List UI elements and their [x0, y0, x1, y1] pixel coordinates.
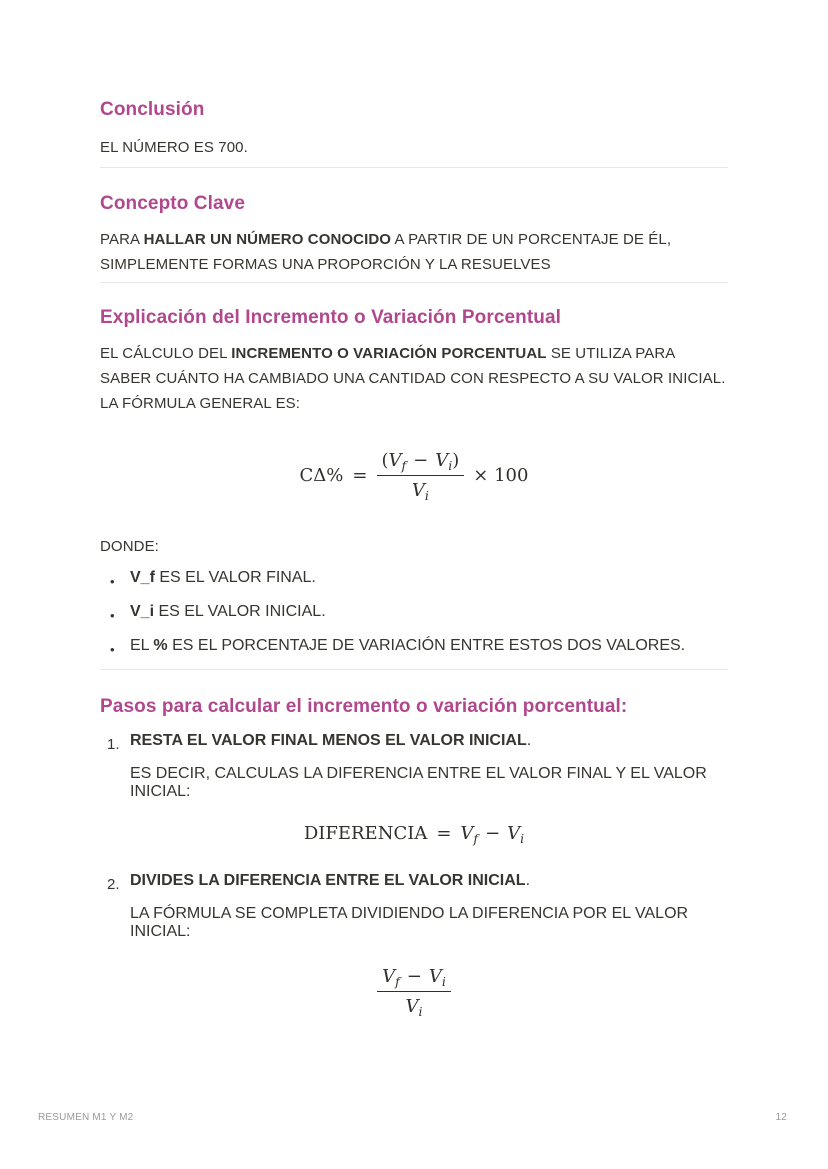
- fraction-numerator: [377, 966, 451, 992]
- fraction-numerator: [377, 450, 465, 476]
- var-vi: V: [428, 966, 442, 987]
- open-paren: (: [381, 450, 389, 471]
- conclusion-statement: EL NÚMERO ES 700.: [100, 139, 248, 156]
- bullet-rest: ES EL VALOR FINAL.: [154, 569, 316, 586]
- step-desc-row: [100, 765, 728, 801]
- minus-sign: −: [485, 823, 501, 844]
- definitions-list: [100, 569, 728, 662]
- step-number: 2.: [107, 876, 120, 893]
- var-vi: V: [435, 450, 449, 471]
- subscript-i: i: [424, 488, 429, 503]
- heading-concepto-clave: Concepto Clave: [100, 193, 245, 214]
- bullet-bold: V_i: [130, 603, 155, 620]
- explicacion-paragraph: [100, 341, 728, 416]
- equals-sign: =: [352, 465, 368, 486]
- minus-sign: −: [413, 450, 429, 471]
- step-title: [130, 872, 728, 890]
- subscript-i: i: [418, 1004, 423, 1019]
- subscript-f: f: [401, 458, 407, 473]
- list-item: [100, 603, 728, 628]
- diferencia-label: DIFERENCIA: [303, 823, 428, 844]
- concepto-text-bold: HALLAR UN NÚMERO CONOCIDO: [143, 231, 392, 248]
- steps-list: [100, 732, 728, 1017]
- step-description: LA FÓRMULA SE COMPLETA DIVIDIENDO LA DIFERENCIA POR EL VALOR INICIAL:: [130, 905, 689, 940]
- heading-conclusion: Conclusión: [100, 99, 205, 120]
- concepto-text-pre: PARA: [100, 231, 144, 248]
- bullet-rest: ES EL VALOR INICIAL.: [154, 603, 326, 620]
- close-paren: ): [452, 450, 460, 471]
- concepto-text-post: A PARTIR DE UN PORCENTAJE DE ÉL, SIMPLEMENTE FORMAS UNA PROPORCIÓN Y LA RESUELVES: [100, 231, 672, 273]
- section-divider: [100, 282, 728, 283]
- heading-explicacion: Explicación del Incremento o Variación Porcentual: [100, 307, 562, 328]
- bullet-rest: ES EL PORCENTAJE DE VARIACIÓN ENTRE ESTOS DOS VALORES.: [167, 637, 686, 654]
- subscript-i: i: [448, 458, 453, 473]
- step-title-bold: DIVIDES LA DIFERENCIA ENTRE EL VALOR INICIAL: [130, 872, 526, 889]
- subscript-f: f: [473, 831, 479, 846]
- explicacion-text-bold: INCREMENTO O VARIACIÓN PORCENTUAL: [231, 345, 547, 362]
- step-title-row: [100, 732, 728, 757]
- bullet-bold: %: [153, 637, 168, 654]
- subscript-i: i: [520, 831, 525, 846]
- list-item-text: [130, 569, 728, 587]
- bullet-icon: •: [110, 574, 115, 589]
- step-description: ES DECIR, CALCULAS LA DIFERENCIA ENTRE EL VALOR FINAL Y EL VALOR INICIAL:: [130, 765, 707, 800]
- step-title: [130, 732, 728, 750]
- var-vi: V: [411, 480, 425, 501]
- bullet-pre: EL: [130, 637, 154, 654]
- step-desc-row: [100, 905, 728, 941]
- subscript-i: i: [441, 974, 446, 989]
- var-vf: V: [388, 450, 402, 471]
- page-footer: [38, 1112, 787, 1123]
- list-item: [100, 637, 728, 662]
- step-title-period: .: [525, 872, 531, 889]
- section-divider: [100, 167, 728, 168]
- explicacion-text-pre: EL CÁLCULO DEL: [100, 345, 232, 362]
- rhs: [460, 823, 524, 844]
- var-vi: V: [507, 823, 521, 844]
- step-number: 1.: [107, 736, 120, 753]
- times-100: × 100: [473, 465, 529, 486]
- list-item-text: [130, 603, 728, 621]
- list-item-text: [130, 637, 728, 655]
- bullet-bold: V_f: [130, 569, 155, 586]
- section-divider: [100, 669, 728, 670]
- step-item-2: [100, 872, 728, 1017]
- heading-pasos: Pasos para calcular el incremento o variación porcentual:: [100, 696, 628, 717]
- subscript-f: f: [395, 974, 400, 989]
- concepto-paragraph: [100, 227, 728, 277]
- fraction: [377, 966, 451, 1017]
- fraction: [377, 450, 465, 501]
- var-vi: V: [405, 996, 419, 1017]
- footer-page-number: 12: [775, 1112, 787, 1123]
- formula-variacion-porcentual: [100, 450, 728, 501]
- var-vf: V: [382, 966, 396, 987]
- step-item-1: [100, 732, 728, 844]
- donde-label: DONDE:: [100, 538, 159, 555]
- list-item: [100, 569, 728, 594]
- minus-sign: −: [406, 966, 422, 987]
- bullet-icon: •: [110, 608, 115, 623]
- explicacion-text-post: SE UTILIZA PARA SABER CUÁNTO HA CAMBIADO UNA CANTIDAD CON RESPECTO A SU VALOR INICIAL. LA FÓRMULA GENERAL ES:: [100, 345, 726, 412]
- bullet-icon: •: [110, 642, 115, 657]
- fraction-denominator: [377, 476, 465, 501]
- formula-diferencia: [100, 823, 728, 844]
- step-title-period: .: [526, 732, 532, 749]
- formula-lhs: CΔ%: [299, 465, 344, 486]
- var-vf: V: [460, 823, 474, 844]
- equals-sign: =: [436, 823, 452, 844]
- formula-cociente: [100, 966, 728, 1017]
- step-title-bold: RESTA EL VALOR FINAL MENOS EL VALOR INICIAL: [130, 732, 527, 749]
- step-title-row: [100, 872, 728, 897]
- fraction-denominator: [377, 992, 451, 1017]
- footer-document-title: RESUMEN M1 Y M2: [38, 1112, 134, 1123]
